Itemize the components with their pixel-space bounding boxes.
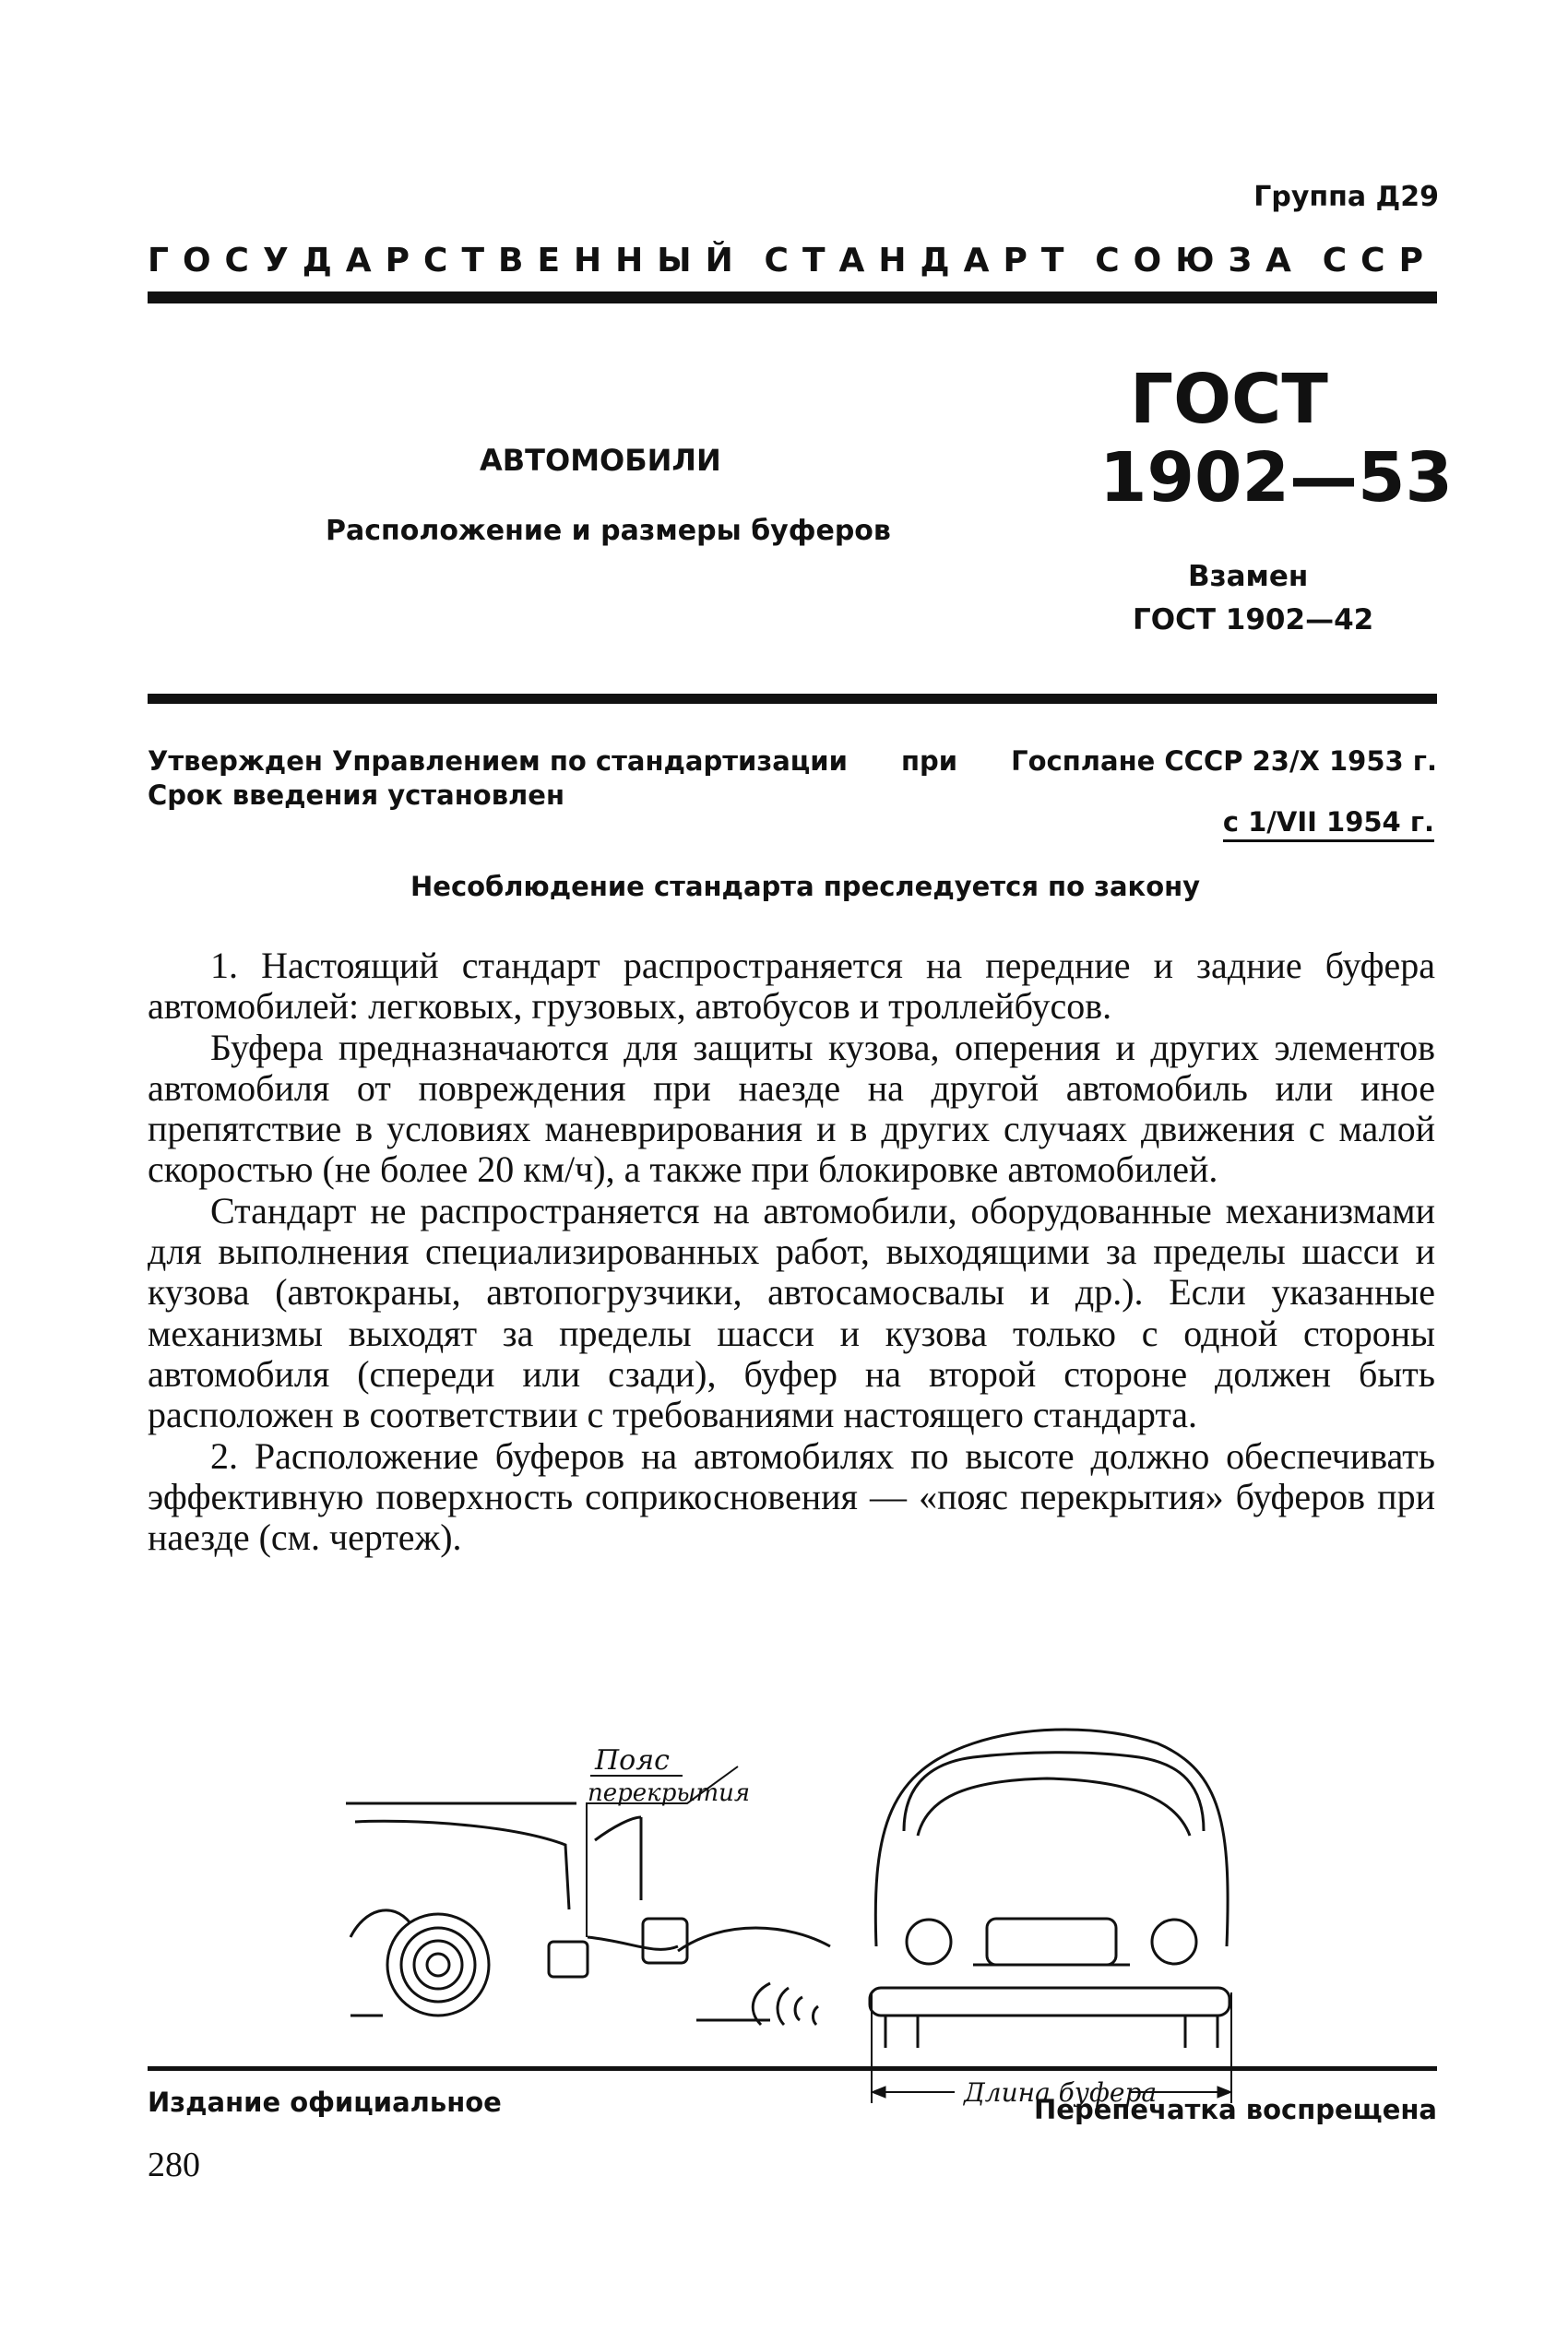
bumper-length-label: Длина буфера [964,2077,1158,2108]
approval-date: Госплане СССР 23/X 1953 г. [1011,745,1437,777]
penalty-notice: Несоблюдение стандарта преследуется по закону [410,871,1201,902]
reprint-notice: Перепечатка воспрещена [1034,2094,1437,2125]
approval-line [148,745,1437,777]
document-subject: АВТОМОБИЛИ [480,443,721,478]
edition-label: Издание официальное [148,2087,502,2118]
side-view-left-car [346,1803,588,2016]
front-view-car [870,1730,1231,2103]
approval-preposition: при [900,745,958,777]
gost-number: 1902—53 [1099,438,1453,517]
side-view-right-car [588,1817,830,2025]
replaces-label: Взамен [1188,560,1309,593]
paragraph: Стандарт не распространяется на автомобили, оборудованные механизмами для выполнения специализированных работ, выходящими за пределы шасси и кузова (автокраны, автопогрузчики, автосамосвалы и др.). Если указанные механизмы выходят за пределы шасси и кузова только с одной стороны автомобиля (спереди или сзади), буфер на второй стороне должен быть расположен в соответствии с требованиями настоящего стандарта. [148,1189,1435,1436]
effective-label: Срок введения установлен [148,779,565,811]
replaces-value: ГОСТ 1902—42 [1133,603,1374,636]
bumper-diagram [327,1716,1231,2108]
overlap-label-line1: Пояс [595,1744,670,1777]
footer-divider [148,2066,1437,2071]
state-standard-word: ССР [1322,242,1437,279]
header-divider [148,291,1437,303]
state-standard-word: СТАНДАРТ [764,242,1078,279]
effective-date: с 1/VII 1954 г. [1223,806,1434,842]
state-standard-word: СОЮЗА [1095,242,1305,279]
title-divider [148,694,1437,704]
body-text [148,945,1435,1558]
state-standard-heading [148,242,1437,279]
group-label: Группа Д29 [1253,181,1439,213]
document-subtitle: Расположение и размеры буферов [326,515,891,547]
page-number: 280 [148,2146,200,2184]
paragraph: 1. Настоящий стандарт распространяется на передние и задние буфера автомобилей: легковых, грузовых, автобусов и троллейбусов. [148,945,1435,1028]
paragraph: Буфера предназначаются для защиты кузова, оперения и других элементов автомобиля от повреждения при наезде на другой автомобиль или иное препятствие в условиях маневрирования и в других случаях движения с малой скоростью (не более 20 км/ч), а также при блокировке автомобилей. [148,1026,1435,1191]
state-standard-word: ГОСУДАРСТВЕННЫЙ [148,242,747,279]
approval-authority: Утвержден Управлением по стандартизации [148,745,848,777]
gost-label: ГОСТ [1130,360,1328,439]
overlap-label-line2: перекрытия [588,1779,751,1807]
paragraph: 2. Расположение буферов на автомобилях по высоте должно обеспечивать эффективную поверхность соприкосновения — «пояс перекрытия» буферов при наезде (см. чертеж). [148,1434,1435,1559]
